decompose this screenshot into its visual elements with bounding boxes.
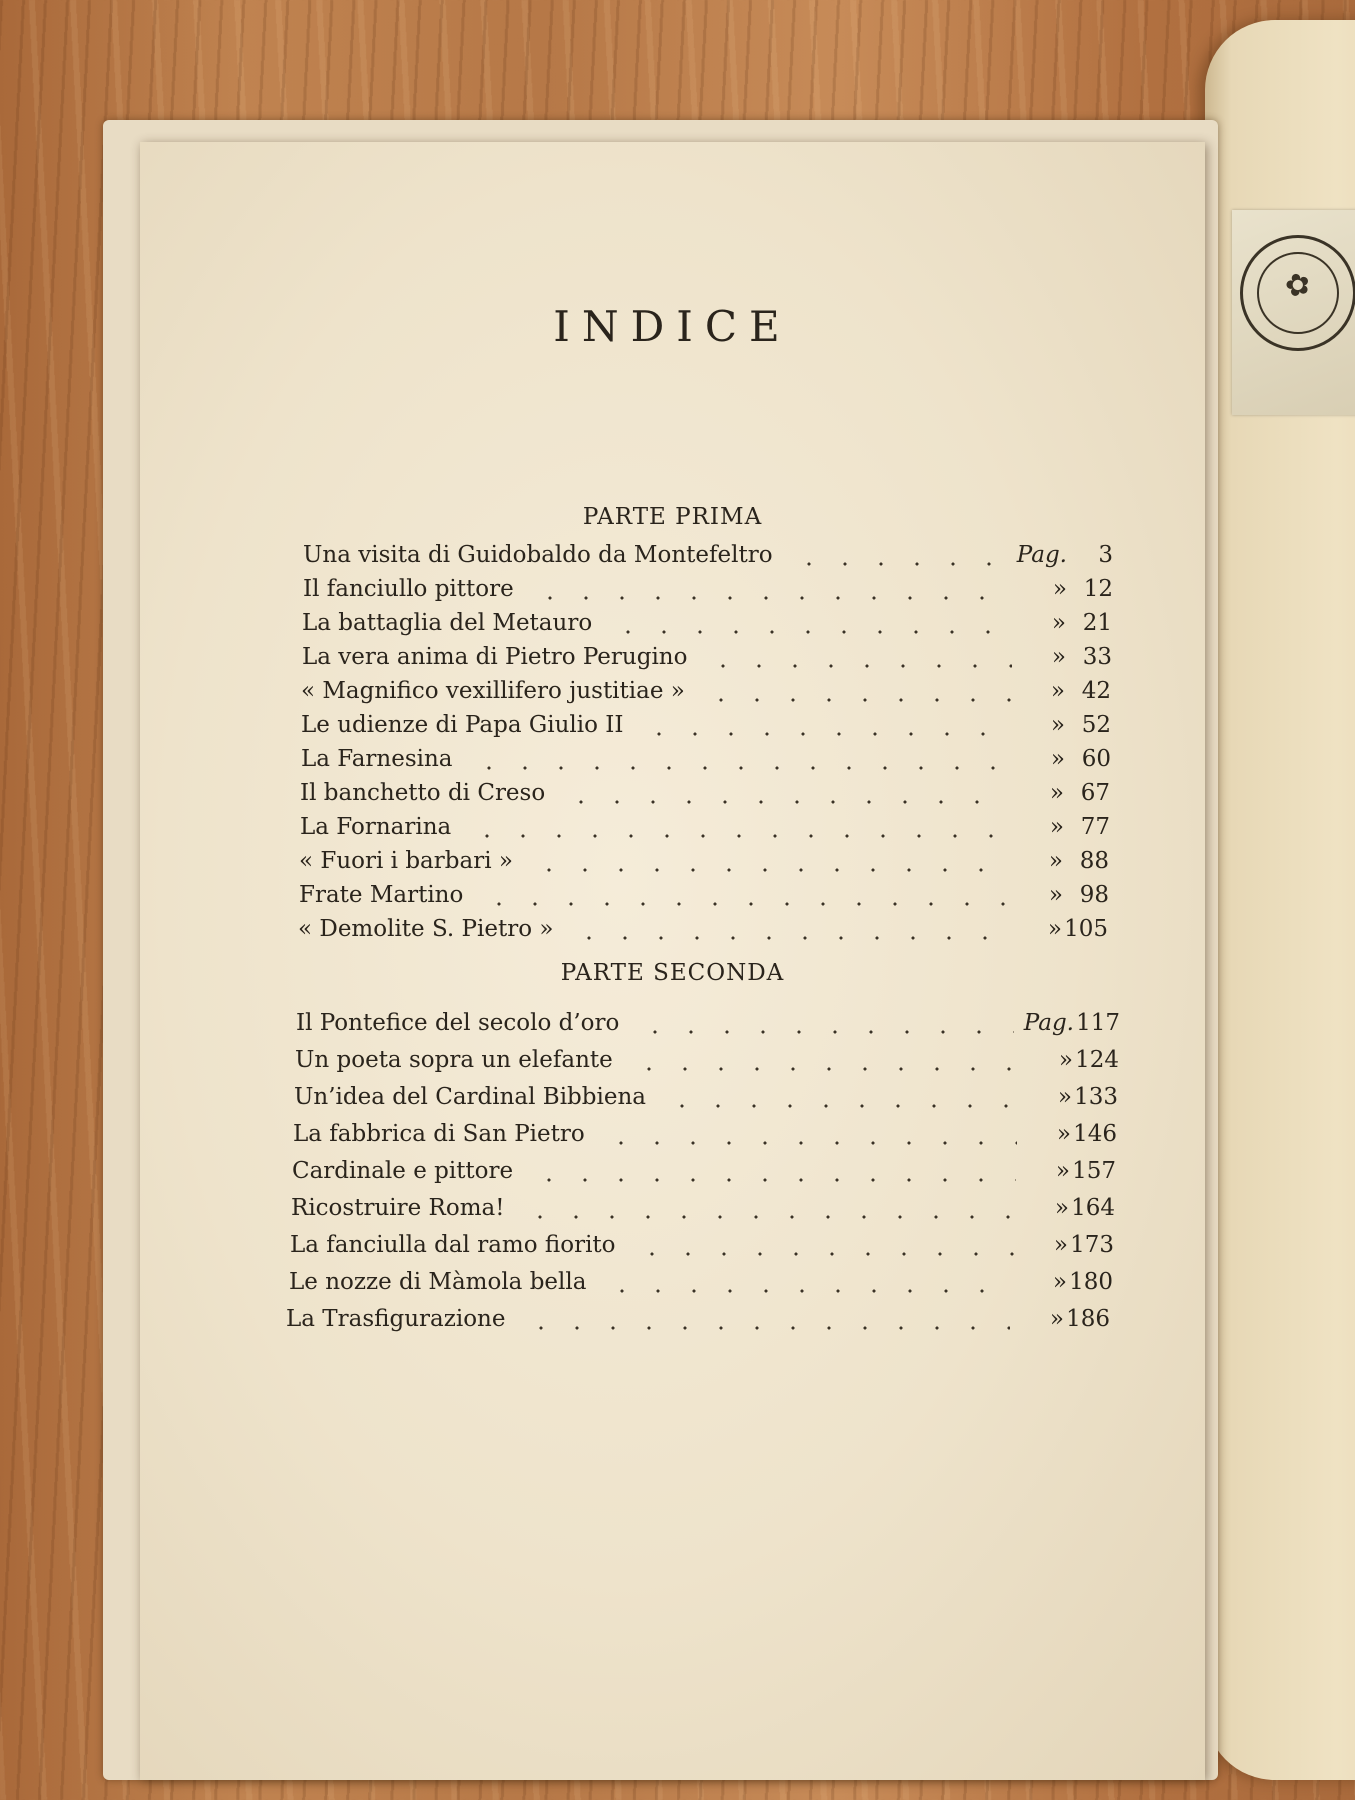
toc-entry-title: Il fanciullo pittore <box>303 576 514 602</box>
toc-entry-title: Le nozze di Màmola bella <box>289 1269 587 1295</box>
toc-entry-page: 52 <box>1081 712 1111 738</box>
leader-dots <box>633 732 1011 736</box>
toc-entry-title: Cardinale e pittore <box>292 1158 514 1184</box>
toc-entry-page: 124 <box>1075 1047 1119 1073</box>
toc-entry-page: 173 <box>1070 1232 1114 1258</box>
publisher-stamp <box>1232 210 1355 415</box>
leader-dots <box>596 1289 1013 1293</box>
leader-dots <box>514 1215 1015 1219</box>
toc-entry-page: 60 <box>1081 746 1111 772</box>
index-page <box>140 142 1205 1780</box>
toc-entry[interactable] <box>296 1010 1120 1044</box>
toc-entry-label: » <box>1051 644 1066 670</box>
leader-dots <box>523 1178 1016 1182</box>
toc-entry-title: « Demolite S. Pietro » <box>298 916 554 942</box>
toc-entry[interactable] <box>301 712 1111 746</box>
toc-entry-label: » <box>1047 916 1062 942</box>
toc-entry[interactable] <box>292 1158 1116 1192</box>
toc-entry-page: 77 <box>1080 814 1110 840</box>
leader-dots <box>626 1252 1014 1256</box>
section-heading-parte-prima: PARTE PRIMA <box>582 504 763 530</box>
toc-entry-label: » <box>1052 576 1067 602</box>
toc-entry-title: La Trasfigurazione <box>286 1306 506 1332</box>
toc-entry-title: Frate Martino <box>299 882 464 908</box>
toc-entry-page: 12 <box>1083 576 1113 602</box>
toc-entry[interactable] <box>302 644 1112 678</box>
toc-entry[interactable] <box>295 1047 1119 1081</box>
toc-entry-page: 21 <box>1082 610 1112 636</box>
toc-entry-page: 42 <box>1081 678 1111 704</box>
toc-entry-page: 180 <box>1069 1269 1113 1295</box>
leader-dots <box>555 800 1010 804</box>
toc-entry-page: 133 <box>1074 1084 1118 1110</box>
toc-entry[interactable] <box>301 678 1111 712</box>
leader-dots <box>595 1141 1017 1145</box>
toc-entry-label: » <box>1056 1121 1071 1147</box>
leader-dots <box>602 630 1012 634</box>
toc-entry-title: Una visita di Guidobaldo da Montefeltro <box>303 542 773 568</box>
toc-entry[interactable] <box>303 542 1113 576</box>
toc-entry[interactable] <box>286 1306 1110 1340</box>
toc-entry-title: « Fuori i barbari » <box>299 848 513 874</box>
toc-entry-label: » <box>1054 1195 1069 1221</box>
leader-dots <box>697 664 1012 668</box>
toc-entry[interactable] <box>303 576 1113 610</box>
toc-entry[interactable] <box>291 1195 1115 1229</box>
toc-entry-label: » <box>1049 780 1064 806</box>
leader-dots <box>461 834 1010 838</box>
toc-entry-title: La fanciulla dal ramo fiorito <box>290 1232 616 1258</box>
toc-entry-label: » <box>1051 610 1066 636</box>
toc-entry-page: 164 <box>1071 1195 1115 1221</box>
toc-entry-label: Pag. <box>1016 542 1067 568</box>
toc-entry-title: La Fornarina <box>300 814 452 840</box>
toc-entry-page: 3 <box>1098 542 1113 568</box>
leader-dots <box>515 1326 1010 1330</box>
toc-entry-page: 88 <box>1079 848 1109 874</box>
leader-dots <box>524 596 1013 600</box>
toc-entry-label: » <box>1049 814 1064 840</box>
toc-entry-title: Il Pontefice del secolo d’oro <box>296 1010 620 1036</box>
toc-entry-page: 98 <box>1079 882 1109 908</box>
toc-entry[interactable] <box>299 882 1109 916</box>
toc-entry[interactable] <box>294 1084 1118 1118</box>
toc-entry-title: Il banchetto di Creso <box>300 780 546 806</box>
leader-dots <box>783 562 1007 566</box>
toc-entry-label: Pag. <box>1023 1010 1074 1036</box>
toc-entry[interactable] <box>299 848 1109 882</box>
toc-entry-label: » <box>1048 848 1063 874</box>
toc-entry-page: 157 <box>1072 1158 1116 1184</box>
toc-entry-label: » <box>1050 712 1065 738</box>
toc-entry-title: Un poeta sopra un elefante <box>295 1047 613 1073</box>
toc-entry-label: » <box>1050 746 1065 772</box>
toc-entry-page: 186 <box>1066 1306 1110 1332</box>
toc-entry-title: La battaglia del Metauro <box>302 610 593 636</box>
toc-entry-page: 105 <box>1064 916 1108 942</box>
leader-dots <box>463 766 1011 770</box>
toc-entry-page: 146 <box>1073 1121 1117 1147</box>
toc-entry[interactable] <box>293 1121 1117 1155</box>
toc-entry-label: » <box>1055 1158 1070 1184</box>
section-heading-parte-seconda: PARTE SECONDA <box>560 960 785 986</box>
toc-entry-label: » <box>1058 1047 1073 1073</box>
toc-entry[interactable] <box>302 610 1112 644</box>
toc-entry[interactable] <box>300 814 1110 848</box>
toc-entry-page: 33 <box>1082 644 1112 670</box>
toc-entry-label: » <box>1049 1306 1064 1332</box>
leader-dots <box>473 902 1009 906</box>
toc-entry-label: » <box>1052 1269 1067 1295</box>
toc-entry[interactable] <box>289 1269 1113 1303</box>
toc-entry-label: » <box>1053 1232 1068 1258</box>
toc-entry-label: » <box>1048 882 1063 908</box>
page-title: INDICE <box>553 302 792 351</box>
leader-dots <box>623 1067 1019 1071</box>
toc-entry-page: 117 <box>1076 1010 1120 1036</box>
toc-entry[interactable] <box>300 780 1110 814</box>
toc-entry[interactable] <box>301 746 1111 780</box>
toc-entry-title: La vera anima di Pietro Perugino <box>302 644 688 670</box>
toc-entry-title: « Magnifico vexillifero justitiae » <box>301 678 685 704</box>
leader-dots <box>695 698 1011 702</box>
leader-dots <box>629 1030 1013 1034</box>
toc-entry-label: » <box>1057 1084 1072 1110</box>
toc-entry-title: La Farnesina <box>301 746 453 772</box>
toc-entry-title: La fabbrica di San Pietro <box>293 1121 585 1147</box>
toc-entry-label: » <box>1050 678 1065 704</box>
leader-dots <box>523 868 1009 872</box>
leader-dots <box>656 1104 1018 1108</box>
toc-entry[interactable] <box>290 1232 1114 1266</box>
toc-entry-title: Le udienze di Papa Giulio II <box>301 712 624 738</box>
toc-entry-title: Un’idea del Cardinal Bibbiena <box>294 1084 646 1110</box>
toc-entry-title: Ricostruire Roma! <box>291 1195 505 1221</box>
toc-entry-page: 67 <box>1080 780 1110 806</box>
leader-dots <box>563 936 1008 940</box>
toc-entry[interactable] <box>298 916 1108 950</box>
publisher-seal-icon: ✿ <box>1240 235 1355 351</box>
